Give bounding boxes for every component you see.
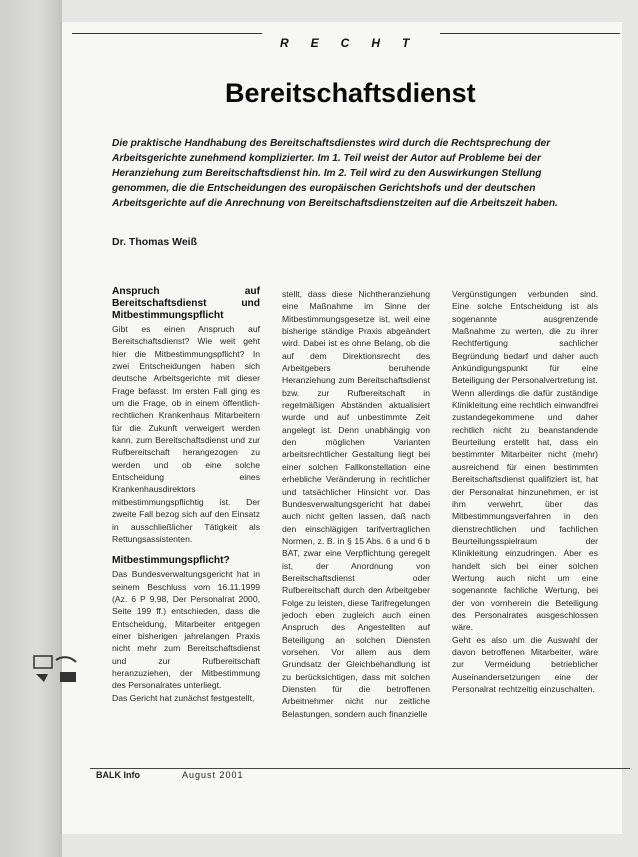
footer-rule — [90, 768, 630, 769]
library-stamp-icon — [32, 652, 82, 692]
paragraph: Gibt es einen Anspruch auf Bereitschaftsdienst? Wie weit geht hier die Mitbestimmungspflicht? In zwei Entscheidungen haben sich deutsche Arbeitsgerichte mit dieser Frage befasst. Im ersten Fall ging es um die Frage, ob in einem öffentlich-rechtlichen Krankenhaus Mitarbeitern für die Zukunft verweigert werden kann, zum Bereitschaftsdienst und zur Rufbereitschaft herangezogen zu werden und ob eine solche Entscheidung eines Krankenhausdirektors mitbestimmungspflichtig ist. Der zweite Fall bezog sich auf den Einsatz in ausschließlicher Tätigkeit als Rettungsassistenten. — [112, 324, 260, 544]
footer-brand: BALK Info — [96, 770, 140, 780]
text-column-2 — [282, 288, 430, 720]
paragraph: stellt, dass diese Nichtheranziehung eine Maßnahme im Sinne der Mitbestimmungsgesetze ist, weil eine bisherige ständige Praxis abgeändert wird. Dabei ist es ohne Belang, ob die auf dem Direktionsrecht des Arbeitgebers beruhende Heranziehung zum Bereitschaftsdienst bzw. zur Rufbereitschaft in regelmäßigen Abständen aktualisiert wurde und auf unbestimmte Zeit angelegt ist. Denn unabhängig von den möglichen Varianten arbeitsrechtlicher Gestaltung liegt bei einer solchen Fallkonstellation eine erhebliche Veränderung in rechtlicher und tatsächlicher Hinsicht vor. Das Bundesverwaltungsgericht hat dabei auch nicht gelten lassen, daß nach den einschlägigen tarifvertraglichen Normen, z. B. in § 15 Abs. 6 a und 6 b BAT, zwar eine Verpflichtung geregelt ist, der Anordnung von Bereitschaftsdienst oder Rufbereitschaft durch den Arbeitgeber Folge zu leisten, diese Tarifregelungen jedoch eben zugleich auch einen Anspruch des Angestellten auf Beteiligung an solchen Diensten vorsehen. Vor allem aus dem Grundsatz der Gleichbehandlung ist zu berücksichtigen, dass mit solchen Diensten für die betroffenen Arbeitnehmer nicht nur zeitliche Belastungen, sondern auch finanzielle — [282, 289, 430, 719]
text-column-1 — [112, 286, 260, 704]
header-rule-left — [72, 33, 262, 34]
author-name: Dr. Thomas Weiß — [112, 236, 197, 248]
heading-anspruch: Anspruch auf Bereitschaftsdienst und Mitbestimmungspflicht — [112, 286, 260, 321]
article-title: Bereitschaftsdienst — [225, 78, 476, 108]
page-footer — [90, 768, 630, 781]
paragraph: Vergünstigungen verbunden sind. Eine solche Entscheidung ist als sogenannte ausgrenzende Maßnahme zu werten, die zu ihrer Rechtfertigung sachlicher Begründung bedarf und daher auch Ankündigungspunkt für eine Beteiligung der Personalvertretung ist. — [452, 289, 598, 386]
text-column-3 — [452, 288, 598, 695]
paragraph: Das Bundesverwaltungsgericht hat in seinem Beschluss vom 16.11.1999 (Az. 6 P 9.98, Der Personalrat 2000, Seite 199 ff.) entschieden, dass die Entscheidung, Mitarbeiter entgegen einer bisherigen jahrelangen Praxis nicht mehr zum Bereitschaftsdienst und zur Rufbereitschaft heranzuziehen, der Mitbestimmung des Personalrates unterliegt. — [112, 569, 260, 691]
heading-mitbestimmung: Mitbestimmungspflicht? — [112, 555, 230, 567]
scan-shadow — [0, 0, 62, 857]
article-lead: Die praktische Handhabung des Bereitschaftsdienstes wird durch die Rechtsprechung der Arbeitsgerichte zunehmend komplizierter. Im 1. Teil weist der Autor auf Probleme bei der Heranziehung zum Bereitschaftsdienst hin. Im 2. Teil wird zu den Auswirkungen Stellung genommen, die die Entscheidungen des europäischen Gerichtshofs und der deutschen Arbeitsgerichte auf die Anrechnung von Bereitschaftsdienstzeiten auf die Arbeitszeit haben. — [112, 138, 558, 209]
section-label: RECHT — [280, 36, 432, 50]
paragraph: Wenn allerdings die dafür zuständige Klinikleitung eine rechtlich einwandfrei zustandegekommene und daher rechtlich nicht zu beanstandende Beurteilung erstellt hat, dass ein bestimmter Mitarbeiter nicht (mehr) ausreichend für einen bestimmten Bereitschaftsdienst qualifiziert ist, hat der Personalrat hinzunehmen, er ist ihm verwehrt, über das Mitbestimmungsverfahren in den dienstrechtlichen und fachlichen Beurteilungsspielraum der Klinikleitung einzudringen. Aber es handelt sich bei einer solchen Wertung auch nicht um eine sogenannte fachliche Wertung, bei der von vornherein die Beteiligung des Personalrates ausgeschlossen wäre. — [452, 387, 598, 633]
header-rule-right — [440, 33, 620, 34]
paragraph: Das Gericht hat zunächst festgestellt, — [112, 692, 255, 703]
footer-date: August 2001 — [182, 770, 244, 780]
paragraph: Geht es also um die Auswahl der davon betroffenen Mitarbeiter, wäre zur Vermeidung betrieblicher Auseinandersetzungen eine der Personalrat rechtzeitig einzuschalten. — [452, 634, 598, 694]
